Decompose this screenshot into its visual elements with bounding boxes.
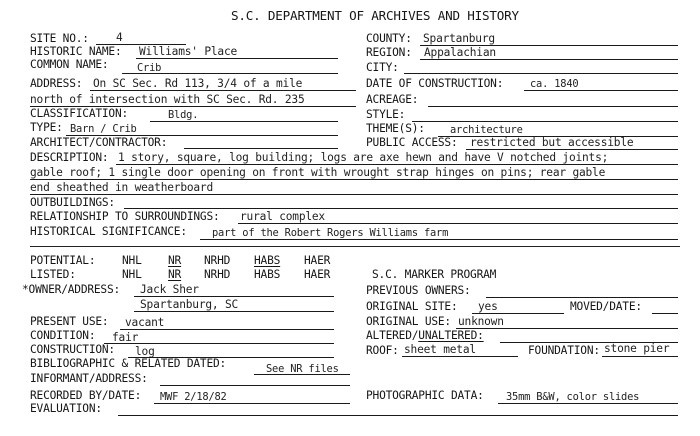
historic-name-value: Williams' Place xyxy=(139,45,238,58)
previous-owners-line xyxy=(486,297,678,298)
relationship-line xyxy=(238,223,678,224)
relationship-label: RELATIONSHIP TO SURROUNDINGS: xyxy=(30,210,220,223)
potential-label: POTENTIAL: xyxy=(30,254,96,267)
style-line xyxy=(412,121,678,122)
listed-nrhd: NRHD xyxy=(204,268,231,281)
classification-label: CLASSIFICATION: xyxy=(30,107,129,120)
themes-label: THEME(S): xyxy=(366,122,425,135)
type-value: Barn / Crib xyxy=(70,123,137,135)
original-site-label: ORIGINAL SITE: xyxy=(366,300,458,313)
photographic-line xyxy=(498,403,678,404)
recorded-label: RECORDED BY/DATE: xyxy=(30,389,142,402)
roof-line xyxy=(402,356,518,357)
marker-program-heading: S.C. MARKER PROGRAM xyxy=(372,268,497,281)
condition-line xyxy=(104,343,334,344)
foundation-label: FOUNDATION: xyxy=(528,344,600,357)
description-value-line1: 1 story, square, log building; logs are axe hewn and have V notched joints; xyxy=(118,151,609,164)
present-use-label: PRESENT USE: xyxy=(30,315,109,328)
significance-value: part of the Robert Rogers Williams farm xyxy=(212,227,449,239)
outbuildings-line xyxy=(124,208,678,209)
roof-label: ROOF: xyxy=(366,344,399,357)
common-name-label: COMMON NAME: xyxy=(30,58,109,71)
evaluation-line xyxy=(118,415,678,416)
bibliographic-line xyxy=(254,374,350,375)
potential-haer: HAER xyxy=(304,254,331,267)
historic-name-line xyxy=(136,58,338,59)
architect-label: ARCHITECT/CONTRACTOR: xyxy=(30,136,168,149)
region-label: REGION: xyxy=(366,46,412,59)
listed-nr: NR xyxy=(168,268,182,281)
listed-label: LISTED: xyxy=(30,268,76,281)
potential-nr: NR xyxy=(168,254,182,267)
photographic-value: 35mm B&W, color slides xyxy=(506,391,640,403)
altered-label xyxy=(366,329,484,342)
listed-haer: HAER xyxy=(304,268,331,281)
original-site-value: yes xyxy=(478,300,498,313)
photographic-label: PHOTOGRAPHIC DATA: xyxy=(366,389,484,402)
original-use-line xyxy=(456,328,678,329)
moved-date-label: MOVED/DATE: xyxy=(570,300,642,313)
public-access-value: restricted but accessible xyxy=(470,136,634,149)
foundation-value: stone pier xyxy=(604,342,670,355)
foundation-line xyxy=(602,356,678,357)
city-line xyxy=(404,73,678,74)
description-value-line3: end sheathed in weatherboard xyxy=(30,181,213,194)
city-label: CITY: xyxy=(366,61,399,74)
date-construction-label: DATE OF CONSTRUCTION: xyxy=(366,77,504,90)
address-line1 xyxy=(90,90,356,91)
condition-label: CONDITION: xyxy=(30,329,96,342)
present-use-line xyxy=(120,329,334,330)
form-title: S.C. DEPARTMENT OF ARCHIVES AND HISTORY xyxy=(231,8,519,23)
owner-line1 xyxy=(134,296,334,297)
potential-nhl: NHL xyxy=(122,254,142,267)
common-name-value: Crib xyxy=(137,62,162,74)
informant-label: INFORMANT/ADDRESS: xyxy=(30,372,148,385)
address-value-line2: north of intersection with SC Sec. Rd. 235 xyxy=(30,93,305,106)
public-access-line xyxy=(466,149,678,150)
common-name-line xyxy=(122,73,338,74)
recorded-value: MWF 2/18/82 xyxy=(160,391,227,403)
present-use-value: vacant xyxy=(125,316,165,329)
unaltered-text: UNALTERED: xyxy=(418,329,484,342)
evaluation-label: EVALUATION: xyxy=(30,402,102,415)
public-access-label: PUBLIC ACCESS: xyxy=(366,136,458,149)
owner-value-line2: Spartanburg, SC xyxy=(140,298,239,311)
informant-line xyxy=(160,385,350,386)
description-label: DESCRIPTION: xyxy=(30,151,109,164)
owner-line2 xyxy=(134,311,334,312)
date-construction-value: ca. 1840 xyxy=(530,78,579,90)
region-line xyxy=(420,59,678,60)
listed-habs: HABS xyxy=(254,268,281,281)
historic-name-label: HISTORIC NAME: xyxy=(30,45,122,58)
significance-line xyxy=(200,239,678,240)
themes-value: architecture xyxy=(450,124,523,136)
original-use-value: unknown xyxy=(458,315,504,328)
previous-owners-label: PREVIOUS OWNERS: xyxy=(366,284,471,297)
outbuildings-label: OUTBUILDINGS: xyxy=(30,196,115,209)
listed-nhl: NHL xyxy=(122,268,142,281)
construction-value: log xyxy=(135,345,155,358)
description-line1 xyxy=(116,164,678,165)
description-line2 xyxy=(30,179,678,180)
bibliographic-value: See NR files xyxy=(266,363,339,375)
county-value: Spartanburg xyxy=(423,32,495,45)
date-construction-line xyxy=(524,90,678,91)
county-label: COUNTY: xyxy=(366,32,412,45)
moved-date-line xyxy=(652,313,678,314)
style-label: STYLE: xyxy=(366,108,406,121)
condition-value: fair xyxy=(112,331,139,344)
construction-label: CONSTRUCTION: xyxy=(30,343,115,356)
owner-label: *OWNER/ADDRESS: xyxy=(22,283,121,296)
classification-value: Bldg. xyxy=(168,109,199,121)
recorded-line xyxy=(154,403,350,404)
original-site-line xyxy=(472,313,564,314)
roof-value: sheet metal xyxy=(404,343,476,356)
acreage-label: ACREAGE: xyxy=(366,93,419,106)
architect-line xyxy=(184,148,338,149)
type-label: TYPE: xyxy=(30,121,63,134)
bibliographic-label: BIBLIOGRAPHIC & RELATED DATED: xyxy=(30,357,227,370)
acreage-line xyxy=(428,106,678,107)
site-no-value: 4 xyxy=(116,31,123,44)
section-divider xyxy=(30,246,680,247)
description-line3 xyxy=(30,194,678,195)
potential-habs: HABS xyxy=(254,254,281,267)
site-no-label: SITE NO.: xyxy=(30,32,89,45)
description-value-line2: gable roof; 1 single door opening on front with wrought strap hinges on pins; rear gable xyxy=(30,166,606,179)
significance-label: HISTORICAL SIGNIFICANCE: xyxy=(30,225,187,238)
relationship-value: rural complex xyxy=(240,210,325,223)
classification-line xyxy=(150,121,338,122)
region-value: Appalachian xyxy=(424,46,496,59)
owner-value-line1: Jack Sher xyxy=(140,283,199,296)
address-label: ADDRESS: xyxy=(30,77,83,90)
altered-text: ALTERED/ xyxy=(366,329,419,342)
address-value-line1: On SC Sec. Rd 113, 3/4 of a mile xyxy=(93,77,303,90)
original-use-label: ORIGINAL USE: xyxy=(366,315,451,328)
potential-nrhd: NRHD xyxy=(204,254,231,267)
